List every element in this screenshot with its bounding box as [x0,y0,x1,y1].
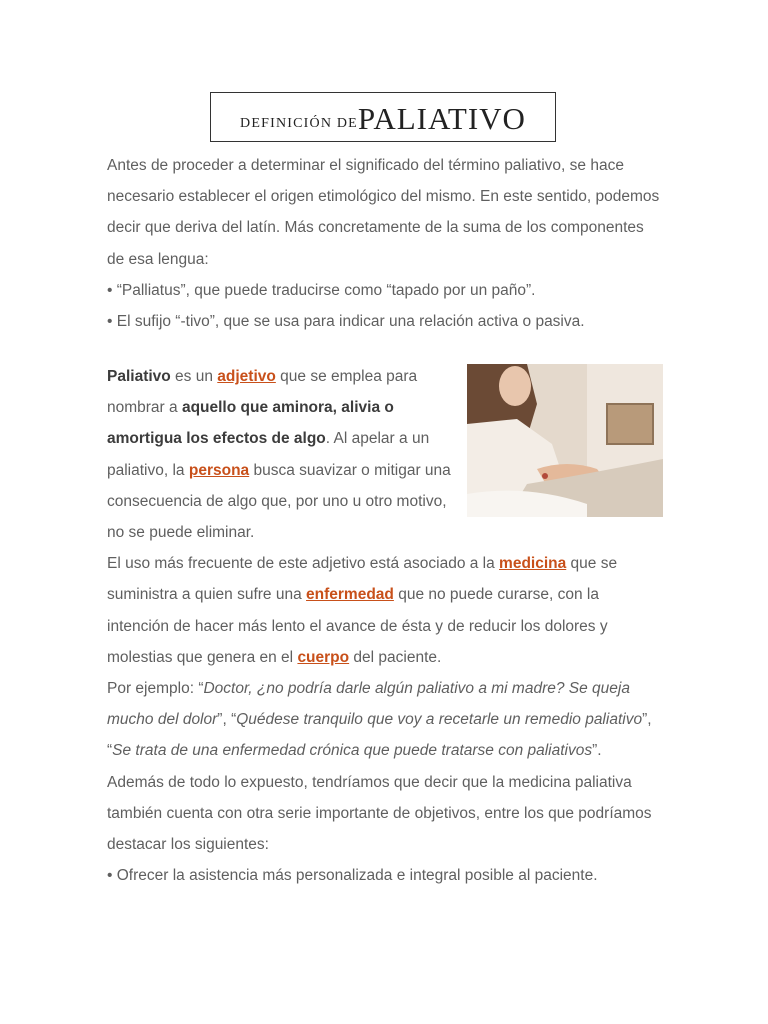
intro-bullet-2: • El sufijo “-tivo”, que se usa para indicar una relación activa o pasiva. [107,313,585,331]
usage-text-3: que no puede curarse, con la intención de hacer más lento el avance de ésta y de reducir los dolores y molestias que genera en el [107,586,608,666]
def-text-1: es un [170,368,218,385]
example-end: ”. [592,742,602,760]
link-cuerpo[interactable]: cuerpo [297,648,350,666]
closing-bullet: • Ofrecer la asistencia más personalizada e integral posible al paciente. [107,867,598,885]
photo-illustration [467,364,663,517]
def-text-2: que se emplea para nombrar a [107,368,418,417]
example-sep-1: ”, “ [217,711,237,729]
closing-paragraph: Además de todo lo expuesto, tendríamos que decir que la medicina paliativa también cuenta con otra serie importante de objetivos, entre los que podríamos destacar los siguientes: [107,773,652,854]
title-prefix: DEFINICIÓN DE [240,116,358,131]
usage-text-4: del paciente. [349,648,442,666]
link-medicina[interactable]: medicina [499,555,567,573]
usage-text-2: que se suministra a quien sufre una [107,555,618,604]
caregiver-holding-hand-photo [467,364,663,517]
usage-paragraph [107,548,663,673]
main-section [107,361,663,891]
intro-bullet-1: • “Palliatus”, que puede traducirse como “tapado por un paño”. [107,281,536,299]
example-quote-3: Se trata de una enfermedad crónica que puede tratarse con paliativos [112,742,593,760]
example-paragraph [107,673,663,767]
usage-text-1: El uso más frecuente de este adjetivo está asociado a la [107,555,500,573]
link-adjetivo[interactable]: adjetivo [217,368,276,385]
example-sep-2: ”, “ [107,711,652,760]
link-persona[interactable]: persona [188,461,250,479]
example-quote-1: Doctor, ¿no podría darle algún paliativo a mi madre? Se queja mucho del dolor [107,680,630,729]
term-paliativo: Paliativo [107,368,171,385]
def-text-4: busca suavizar o mitigar una consecuencia de algo que, por uno u otro motivo, no se puede eliminar. [107,461,451,542]
intro-paragraph: Antes de proceder a determinar el significado del término paliativo, se hace necesario establecer el origen etimológico del mismo. En este sentido, podemos decir que deriva del latín. Más concretamente de la suma de los componentes de esa lengua: [107,157,660,268]
link-enfermedad[interactable]: enfermedad [306,586,394,604]
example-lead: Por ejemplo: “ [107,680,204,698]
def-text-3: . Al apelar a un paliativo, la [107,430,430,479]
def-bold-phrase: aquello que aminora, alivia o amortigua los efectos de algo [107,399,394,448]
page-title [210,92,556,142]
title-word: PALIATIVO [357,101,526,136]
intro-section [107,150,663,337]
example-quote-2: Quédese tranquilo que voy a recetarle un remedio paliativo [236,711,643,729]
